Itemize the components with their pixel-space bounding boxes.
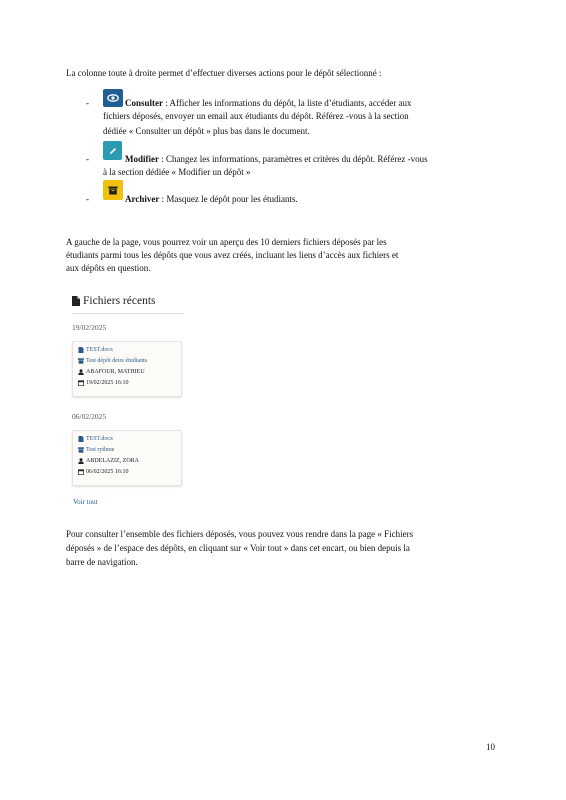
bullet-dash: - (86, 98, 89, 108)
modify-button[interactable] (103, 141, 122, 160)
group-date: 06/02/2025 (72, 412, 107, 421)
box-icon (78, 358, 84, 364)
calendar-icon (78, 380, 84, 386)
item-title: Archiver (125, 194, 160, 204)
datetime-line (78, 379, 129, 387)
consult-button[interactable] (103, 89, 123, 107)
file-card (72, 430, 182, 486)
paragraph-line: étudiants parmi tous les dépôts que vous avez créés, incluant les liens d’accès aux fichiers et (66, 250, 399, 260)
widget-title: Fichiers récents (83, 294, 156, 307)
file-datetime: 19/02/2025 16:10 (86, 380, 129, 386)
page-number: 10 (486, 742, 495, 752)
depot-link[interactable] (78, 446, 114, 454)
file-icon (78, 436, 84, 442)
paragraph-line: Pour consulter l’ensemble des fichiers déposés, vous pouvez vous rendre dans la page « Fichiers (66, 529, 414, 539)
divider (72, 313, 184, 314)
paragraph-line: A gauche de la page, vous pourrez voir un aperçu des 10 derniers fichiers déposés par les (66, 237, 387, 247)
calendar-icon (78, 469, 84, 475)
depot-name: Test rythme (86, 447, 115, 453)
voir-tout-link[interactable]: Voir tout (73, 498, 98, 506)
item-consulter (125, 97, 412, 110)
student-name: ABDELAZIZ, ZORA (86, 458, 139, 464)
recent-files-widget (72, 293, 192, 309)
item-title: Modifier (125, 154, 159, 164)
file-link[interactable] (78, 346, 113, 354)
item-text: : Afficher les informations du dépôt, la liste d’étudiants, accéder aux (163, 98, 412, 108)
paragraph-line: barre de navigation. (66, 557, 138, 567)
user-icon (78, 458, 84, 464)
intro-paragraph: La colonne toute à droite permet d’effectuer diverses actions pour le dépôt sélectionné : (66, 68, 382, 78)
student-name: ABAFOUR, MATHIEU (86, 369, 145, 375)
group-date: 19/02/2025 (72, 323, 107, 332)
file-icon (78, 347, 84, 353)
item-text: : Masquez le dépôt pour les étudiants. (159, 194, 298, 204)
file-card (72, 341, 182, 397)
item-text: dédiée « Consulter un dépôt » plus bas dans le document. (103, 126, 310, 136)
widget-header (72, 293, 192, 309)
box-icon (78, 447, 84, 453)
item-title: Consulter (125, 98, 163, 108)
item-text: à la section dédiée « Modifier un dépôt » (103, 167, 251, 177)
archive-button[interactable] (103, 180, 123, 200)
item-modifier (125, 153, 428, 166)
paragraph-line: déposés » de l’espace des dépôts, en cliquant sur « Voir tout » dans cet encart, ou bien depuis la (66, 543, 410, 553)
user-icon (78, 369, 84, 375)
item-text: fichiers déposés, envoyer un email aux étudiants du dépôt. Référez -vous à la section (103, 111, 409, 121)
student-line (78, 368, 145, 376)
file-name: TEST.docx (86, 347, 114, 353)
bullet-dash: - (86, 154, 89, 164)
pencil-icon (108, 146, 118, 156)
item-text: : Changez les informations, paramètres et critères du dépôt. Référez -vous (159, 154, 428, 164)
file-link[interactable] (78, 435, 113, 443)
file-name: TEST.docx (86, 436, 114, 442)
datetime-line (78, 468, 129, 476)
file-icon (72, 296, 80, 306)
depot-name: Test dépôt deux étudiants (86, 358, 148, 364)
depot-link[interactable] (78, 357, 147, 365)
eye-icon (107, 93, 119, 103)
bullet-dash: - (86, 194, 89, 204)
archive-box-icon (108, 186, 118, 195)
item-archiver (125, 193, 298, 206)
student-line (78, 457, 139, 465)
paragraph-line: aux dépôts en question. (66, 263, 151, 273)
file-datetime: 06/02/2025 16:10 (86, 469, 129, 475)
